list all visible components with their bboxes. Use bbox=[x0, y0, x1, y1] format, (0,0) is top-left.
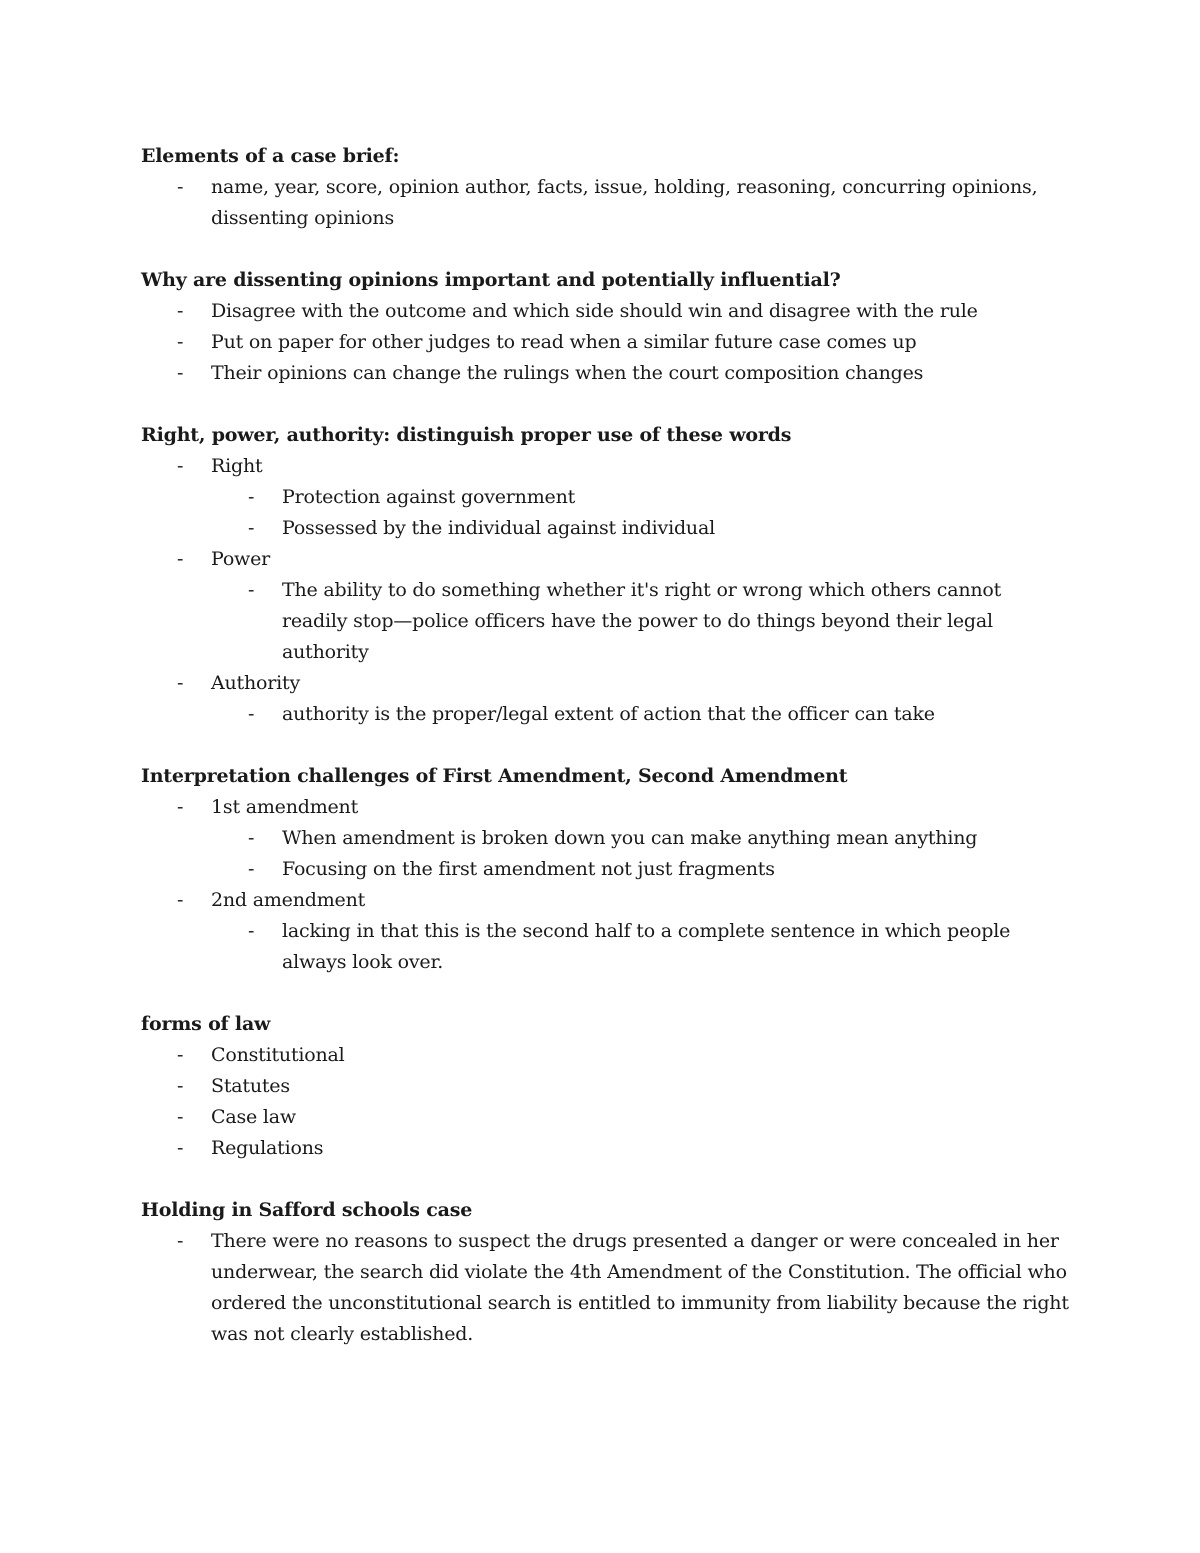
section-heading: Holding in Safford schools case bbox=[141, 1199, 473, 1221]
sub-list-item bbox=[141, 575, 1071, 668]
list-item-text: 2nd amendment bbox=[211, 889, 366, 911]
sub-list-item-text: Focusing on the first amendment not just fragments bbox=[282, 858, 775, 880]
sub-list-item-text: authority is the proper/legal extent of action that the officer can take bbox=[282, 703, 935, 725]
list-item-text: Statutes bbox=[211, 1075, 290, 1097]
dash-bullet: - bbox=[248, 517, 255, 539]
list-item-text: name, year, score, opinion author, facts, issue, holding, reasoning, concurring opinions, dissenting opinions bbox=[211, 176, 1038, 229]
list-item bbox=[141, 668, 1071, 699]
section-interpretation-challenges bbox=[141, 761, 1071, 978]
dash-bullet: - bbox=[177, 1137, 184, 1159]
list-item bbox=[141, 1071, 1071, 1102]
section-right-power-authority bbox=[141, 420, 1071, 730]
list-item bbox=[141, 358, 1071, 389]
dash-bullet: - bbox=[177, 455, 184, 477]
list-item-text: Case law bbox=[211, 1106, 296, 1128]
list-item-text: Authority bbox=[211, 672, 300, 694]
dash-bullet: - bbox=[177, 362, 184, 384]
list-item bbox=[141, 1040, 1071, 1071]
sub-list-item-text: When amendment is broken down you can make anything mean anything bbox=[282, 827, 978, 849]
section-forms-of-law bbox=[141, 1009, 1071, 1164]
document-body bbox=[141, 141, 1071, 1350]
dash-bullet: - bbox=[177, 300, 184, 322]
sub-list-item bbox=[141, 482, 1071, 513]
bullet-list bbox=[141, 1040, 1071, 1164]
section-heading: Elements of a case brief: bbox=[141, 145, 400, 167]
list-item bbox=[141, 885, 1071, 916]
dash-bullet: - bbox=[248, 858, 255, 880]
section-heading: Interpretation challenges of First Amendment, Second Amendment bbox=[141, 765, 848, 787]
dash-bullet: - bbox=[177, 889, 184, 911]
dash-bullet: - bbox=[177, 548, 184, 570]
list-item-text: Put on paper for other judges to read when a similar future case comes up bbox=[211, 331, 917, 353]
dash-bullet: - bbox=[177, 1044, 184, 1066]
sub-list-item bbox=[141, 699, 1071, 730]
dash-bullet: - bbox=[177, 1075, 184, 1097]
section-safford-holding bbox=[141, 1195, 1071, 1350]
sub-list-item-text: The ability to do something whether it's right or wrong which others cannot readily stop—police officers have the power to do things beyond their legal authority bbox=[282, 579, 1002, 663]
section-dissenting-opinions bbox=[141, 265, 1071, 389]
sub-list-item bbox=[141, 854, 1071, 885]
section-heading: Right, power, authority: distinguish proper use of these words bbox=[141, 424, 792, 446]
list-item-text: Right bbox=[211, 455, 263, 477]
sub-list-item-text: Possessed by the individual against individual bbox=[282, 517, 715, 539]
sub-list-item bbox=[141, 916, 1071, 978]
sub-list-item-text: Protection against government bbox=[282, 486, 576, 508]
list-item bbox=[141, 327, 1071, 358]
list-item bbox=[141, 1226, 1071, 1350]
list-item bbox=[141, 296, 1071, 327]
dash-bullet: - bbox=[177, 1230, 184, 1252]
dash-bullet: - bbox=[248, 579, 255, 601]
section-heading: Why are dissenting opinions important and potentially influential? bbox=[141, 269, 841, 291]
bullet-list bbox=[141, 1226, 1071, 1350]
list-item-text: Regulations bbox=[211, 1137, 324, 1159]
list-item bbox=[141, 172, 1071, 234]
dash-bullet: - bbox=[177, 176, 184, 198]
list-item bbox=[141, 1133, 1071, 1164]
dash-bullet: - bbox=[248, 920, 255, 942]
list-item bbox=[141, 451, 1071, 482]
bullet-list bbox=[141, 296, 1071, 389]
dash-bullet: - bbox=[177, 672, 184, 694]
list-item bbox=[141, 792, 1071, 823]
dash-bullet: - bbox=[248, 827, 255, 849]
dash-bullet: - bbox=[177, 1106, 184, 1128]
sub-list-item bbox=[141, 513, 1071, 544]
dash-bullet: - bbox=[248, 703, 255, 725]
dash-bullet: - bbox=[177, 796, 184, 818]
bullet-list bbox=[141, 792, 1071, 978]
section-case-brief-elements bbox=[141, 141, 1071, 234]
dash-bullet: - bbox=[248, 486, 255, 508]
section-heading: forms of law bbox=[141, 1013, 271, 1035]
list-item bbox=[141, 544, 1071, 575]
list-item-text: 1st amendment bbox=[211, 796, 359, 818]
sub-list-item bbox=[141, 823, 1071, 854]
dash-bullet: - bbox=[177, 331, 184, 353]
list-item bbox=[141, 1102, 1071, 1133]
sub-list-item-text: lacking in that this is the second half to a complete sentence in which people always look over. bbox=[282, 920, 1011, 973]
list-item-text: Their opinions can change the rulings when the court composition changes bbox=[211, 362, 924, 384]
list-item-text: Power bbox=[211, 548, 271, 570]
list-item-text: Disagree with the outcome and which side should win and disagree with the rule bbox=[211, 300, 978, 322]
list-item-text: Constitutional bbox=[211, 1044, 345, 1066]
bullet-list bbox=[141, 451, 1071, 730]
bullet-list bbox=[141, 172, 1071, 234]
list-item-text: There were no reasons to suspect the drugs presented a danger or were concealed in her underwear, the search did violate the 4th Amendment of the Constitution. The official who ordered the unconstitutional search is entitled to immunity from liability because the right was not clearly established. bbox=[211, 1230, 1069, 1345]
